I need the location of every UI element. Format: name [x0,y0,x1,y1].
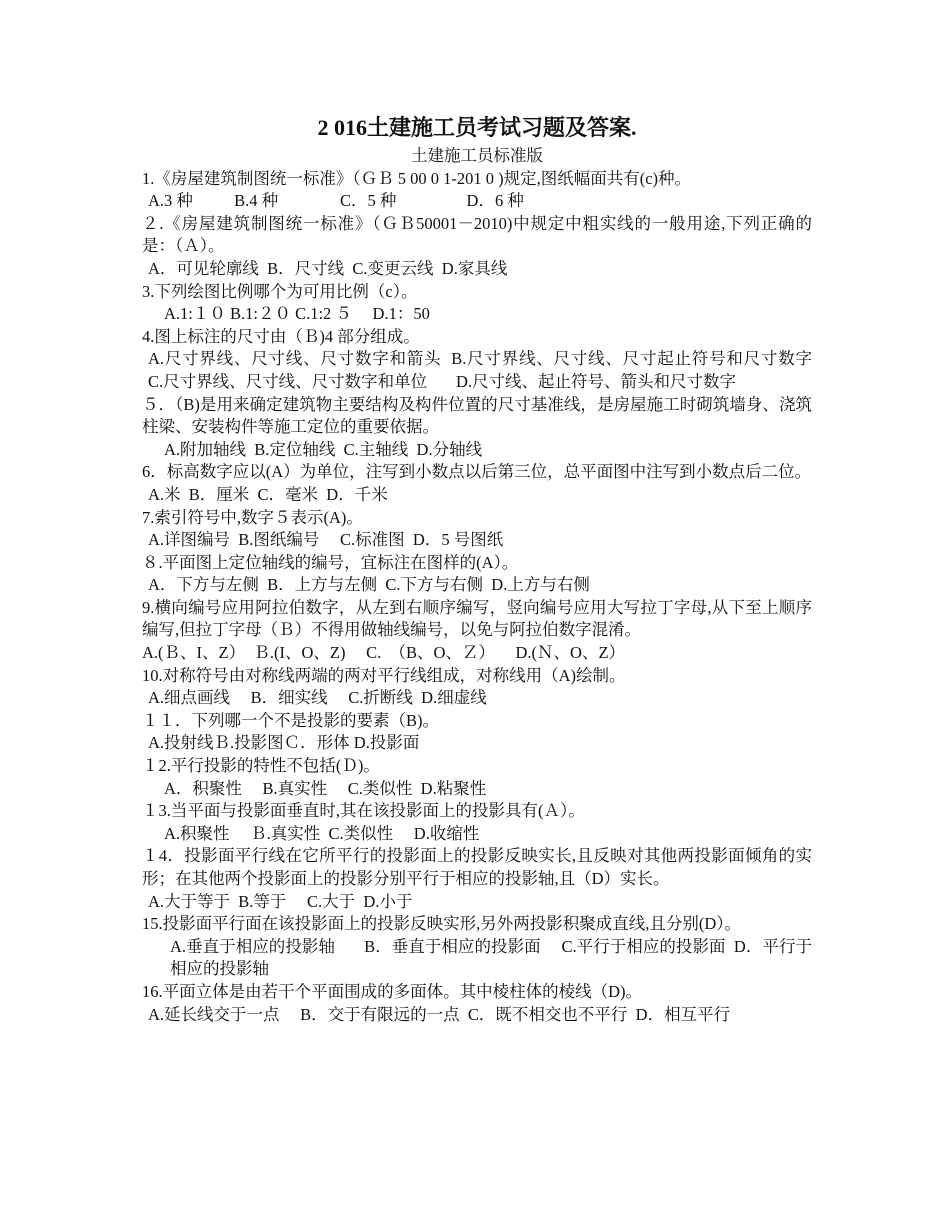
options-2: A．可见轮廓线 B．尺寸线 C.变更云线 D.家具线 [148,258,508,278]
options-13: A.积聚性 Ｂ.真实性 C.类似性 D.收缩性 [164,823,480,843]
question-8: ８.平面图上定位轴线的编号，宜标注在图样的(A）。 [142,552,519,572]
question-2: ２.《房屋建筑制图统一标准》（ＧＢ50001－2010)中规定中粗实线的一般用途,下列正确的是：（Ａ）。 [142,213,812,256]
question-16: 16.平面立体是由若干个平面围成的多面体。其中棱柱体的棱线（D)。 [142,981,643,1001]
question-10: 10.对称符号由对称线两端的两对平行线组成，对称线用（A)绘制。 [142,665,626,685]
question-1: 1.《房屋建筑制图统一标准》（ＧＢ 5 00 0 1-201 0 )规定,图纸幅面共有(c)种。 [142,168,692,188]
question-13: １3.当平面与投影面垂直时,其在该投影面上的投影具有(Ａ）。 [142,801,585,821]
document-page [142,112,833,1026]
options-7: A.详图编号 B.图纸编号 C.标准图 D．5 号图纸 [148,530,504,550]
options-10: A.细点画线 B．细实线 C.折断线 D.细虚线 [148,688,487,708]
options-11: A.投射线Ｂ.投影图Ｃ．形体 D.投影面 [148,733,420,753]
options-12: A．积聚性 B.真实性 C.类似性 D.粘聚性 [164,778,487,798]
options-1: A.3 种 B.4 种 C．5 种 D．6 种 [148,191,524,211]
question-12: １2.平行投影的特性不包括(Ｄ)。 [142,756,380,776]
options-16: A.延长线交于一点 B．交于有限远的一点 C．既不相交也不平行 D．相互平行 [148,1004,731,1024]
question-6: 6．标高数字应以(A）为单位，注写到小数点以后第三位，总平面图中注写到小数点后二位。 [142,462,812,482]
options-3: A.1:１０ B.1:２０ C.1:2 ５ D.1：50 [164,304,430,324]
question-3: 3.下列绘图比例哪个为可用比例（c）。 [142,281,418,301]
options-14: A.大于等于 B.等于 C.大于 D.小于 [148,891,413,911]
question-15: 15.投影面平行面在该投影面上的投影反映实形,另外两投影积聚成直线,且分别(D）。 [142,914,742,934]
document-title: 2 016土建施工员考试习题及答案. [317,115,637,140]
question-11: １１．下列哪一个不是投影的要素（B)。 [142,710,439,730]
options-15: A.垂直于相应的投影轴 B．垂直于相应的投影面 C.平行于相应的投影面 D．平行于相应的投影轴 [170,936,812,979]
options-8: A．下方与左侧 B．上方与左侧 C.下方与右侧 D.上方与右侧 [148,575,590,595]
question-9: 9.横向编号应用阿拉伯数字，从左到右顺序编写，竖向编号应用大写拉丁字母,从下至上顺序编写,但拉丁字母（Ｂ）不得用做轴线编号，以免与阿拉伯数字混淆。 [142,597,812,640]
question-5: ５．（B)是用来确定建筑物主要结构及构件位置的尺寸基准线，是房屋施工时砌筑墙身、浇筑柱梁、安装构件等施工定位的重要依据。 [142,394,812,437]
options-4: A.尺寸界线、尺寸线、尺寸数字和箭头 B.尺寸界线、尺寸线、尺寸起止符号和尺寸数字 C.尺寸界线、尺寸线、尺寸数字和单位 D.尺寸线、起止符号、箭头和尺寸数字 [148,349,833,391]
options-6: A.米 B．厘米 C．毫米 D．千米 [148,484,388,504]
options-5: A.附加轴线 B.定位轴线 C.主轴线 D.分轴线 [164,439,483,459]
question-4: 4.图上标注的尺寸由（Ｂ)4 部分组成。 [142,326,420,346]
question-14: １4．投影面平行线在它所平行的投影面上的投影反映实长,且反映对其他两投影面倾角的实形；在其他两个投影面上的投影分别平行于相应的投影轴,且（D）实长。 [142,846,812,888]
question-7: 7.索引符号中,数字５表示(A)。 [142,507,363,527]
document-subtitle: 土建施工员标准版 [411,146,543,165]
options-9: A.(Ｂ、I、Z） Ｂ.(I、O、Z) C. （B、O、Ｚ） D.(Ｎ、O、Z） [142,643,626,663]
